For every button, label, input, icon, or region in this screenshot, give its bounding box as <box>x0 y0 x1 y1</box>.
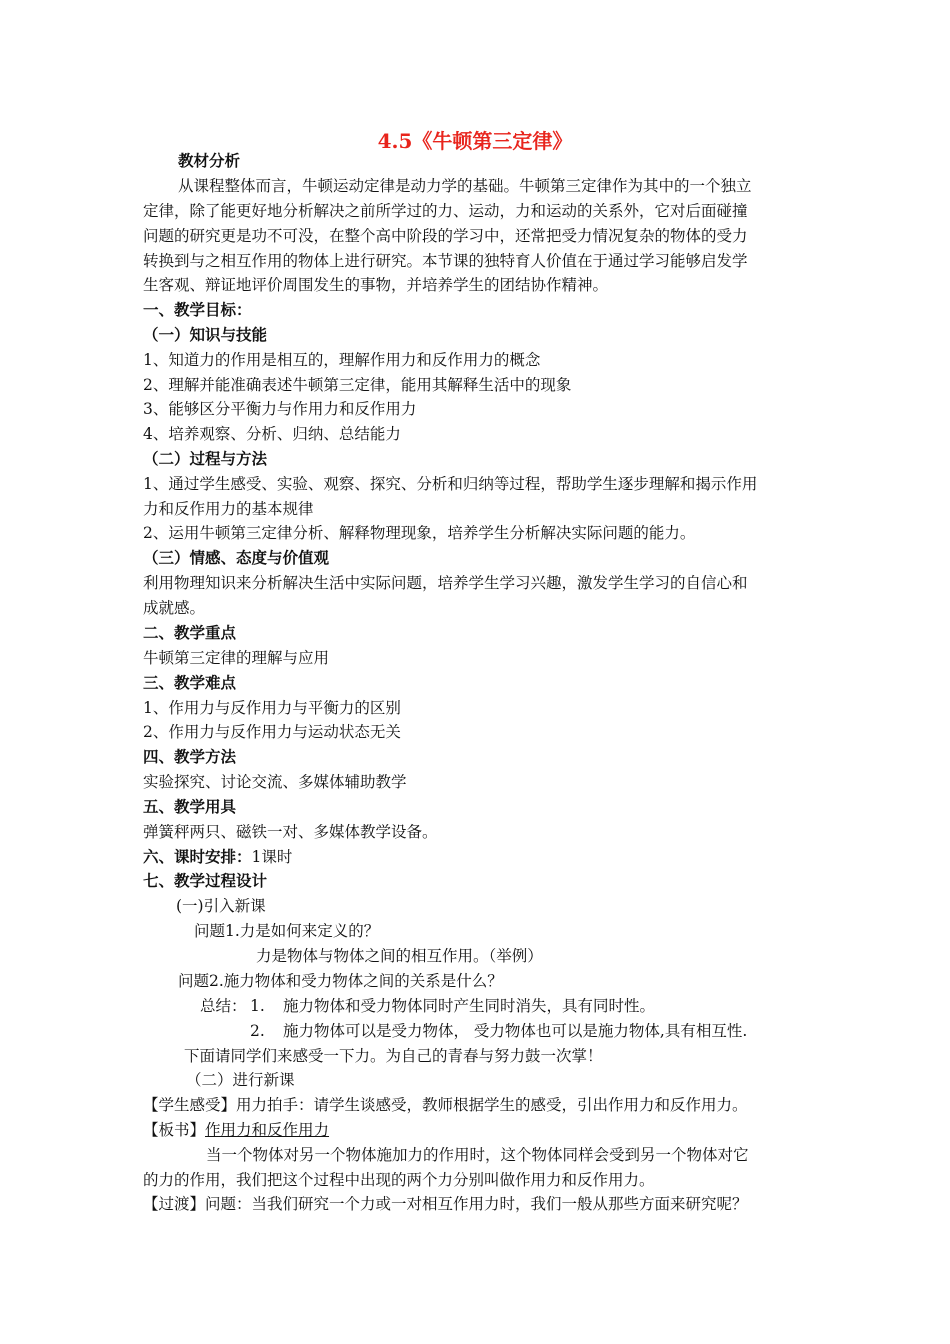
answer-1: 力是物体与物体之间的相互作用。（举例） <box>256 947 543 965</box>
tools-text: 弹簧秤两只、磁铁一对、多媒体教学设备。 <box>143 823 438 841</box>
knowledge-item: 2、理解并能准确表述牛顿第三定律，能用其解释生活中的现象 <box>143 376 572 394</box>
schedule-value: 1课时 <box>251 848 293 866</box>
summary-num-2: 2. <box>250 1022 265 1040</box>
analysis-heading: 教材分析 <box>178 151 241 170</box>
board-tag: 【板书】 <box>143 1121 206 1139</box>
clap-line: 下面请同学们来感受一下力。为自己的青春与努力鼓一次掌！ <box>184 1047 603 1065</box>
analysis-line: 问题的研究更是功不可没，在整个高中阶段的学习中，还常把受力情况复杂的物体的受力 <box>143 227 748 245</box>
knowledge-item: 1、知道力的作用是相互的，理解作用力和反作用力的概念 <box>143 351 541 369</box>
process-heading: （二）过程与方法 <box>143 449 268 468</box>
transition-text: 问题：当我们研究一个力或一对相互作用力时，我们一般从那些方面来研究呢？ <box>205 1195 748 1213</box>
new-lesson-heading: （二）进行新课 <box>186 1071 295 1089</box>
student-feel-line <box>143 1094 748 1116</box>
process-item: 2、运用牛顿第三定律分析、解释物理现象，培养学生分析解决实际问题的能力。 <box>143 524 696 542</box>
difficulty-heading: 三、教学难点 <box>143 673 237 692</box>
student-feel-tag: 【学生感受】 <box>143 1096 237 1114</box>
schedule-line <box>143 846 292 868</box>
difficulty-item: 1、作用力与反作用力与平衡力的区别 <box>143 699 401 717</box>
transition-tag: 【过渡】 <box>143 1195 206 1213</box>
board-paragraph-line: 当一个物体对另一个物体施加力的作用时，这个物体同样会受到另一个物体对它 <box>206 1146 749 1164</box>
board-line <box>143 1119 329 1141</box>
student-feel-text: 用力拍手：请学生谈感受，教师根据学生的感受，引出作用力和反作用力。 <box>236 1096 748 1114</box>
knowledge-heading: （一）知识与技能 <box>143 325 268 344</box>
analysis-line: 转换到与之相互作用的物体上进行研究。本节课的独特育人价值在于通过学习能够启发学 <box>143 252 748 270</box>
attitude-line: 利用物理知识来分析解决生活中实际问题，培养学生学习兴趣，激发学生学习的自信心和 <box>143 574 748 592</box>
knowledge-item: 3、能够区分平衡力与作用力和反作用力 <box>143 400 417 418</box>
summary-num-1: 1. <box>250 997 265 1015</box>
key-point-heading: 二、教学重点 <box>143 623 237 642</box>
summary-label: 总结： <box>200 997 247 1015</box>
summary-item-2: 施力物体可以是受力物体， 受力物体也可以是施力物体,具有相互性. <box>283 1022 748 1040</box>
attitude-line: 成就感。 <box>143 599 206 617</box>
attitude-heading: （三）情感、态度与价值观 <box>143 548 330 567</box>
transition-line <box>143 1193 748 1215</box>
summary-item-1: 施力物体和受力物体同时产生同时消失，具有同时性。 <box>283 997 656 1015</box>
method-text: 实验探究、讨论交流、多媒体辅助教学 <box>143 773 407 791</box>
schedule-heading: 六、课时安排： <box>143 847 252 866</box>
page-title: 4.5《牛顿第三定律》 <box>377 129 573 153</box>
board-paragraph-line: 的力的作用，我们把这个过程中出现的两个力分别叫做作用力和反作用力。 <box>143 1171 655 1189</box>
method-heading: 四、教学方法 <box>143 747 237 766</box>
analysis-line: 从课程整体而言，牛顿运动定律是动力学的基础。牛顿第三定律作为其中的一个独立 <box>178 177 752 195</box>
process-design-heading: 七、教学过程设计 <box>143 871 268 890</box>
difficulty-item: 2、作用力与反作用力与运动状态无关 <box>143 723 401 741</box>
knowledge-item: 4、培养观察、分析、归纳、总结能力 <box>143 425 401 443</box>
analysis-line: 定律，除了能更好地分析解决之前所学过的力、运动，力和运动的关系外，它对后面碰撞 <box>143 202 748 220</box>
board-text: 作用力和反作用力 <box>205 1121 330 1139</box>
tools-heading: 五、教学用具 <box>143 797 237 816</box>
question-2: 问题2.施力物体和受力物体之间的关系是什么？ <box>178 972 503 990</box>
goals-heading: 一、教学目标： <box>143 300 252 319</box>
analysis-line: 生客观、辩证地评价周围发生的事物，并培养学生的团结协作精神。 <box>143 276 609 294</box>
key-point-text: 牛顿第三定律的理解与应用 <box>143 649 330 667</box>
intro-heading: (一)引入新课 <box>176 897 266 915</box>
process-item: 力和反作用力的基本规律 <box>143 500 314 518</box>
process-item: 1、通过学生感受、实验、观察、探究、分析和归纳等过程，帮助学生逐步理解和揭示作用 <box>143 475 758 493</box>
question-1: 问题1.力是如何来定义的？ <box>194 922 380 940</box>
